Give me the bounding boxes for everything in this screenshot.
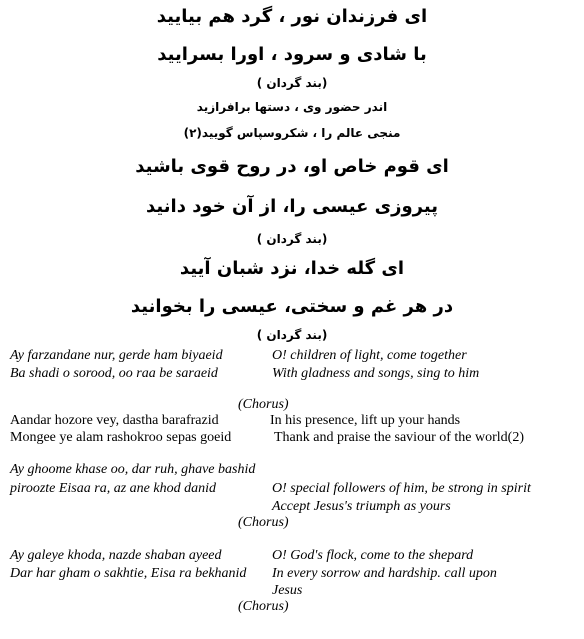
translation-line: Accept Jesus's triumph as yours (272, 499, 451, 514)
translit-line: Ay ghoome khase oo, dar ruh, ghave bashid (10, 462, 256, 477)
persian-line-2: با شادی و سرود ، اورا بسرایید (157, 44, 427, 65)
translation-line: O! God's flock, come to the shepard (272, 548, 474, 563)
translation-line: Thank and praise the saviour of the world(2) (274, 430, 524, 445)
persian-chorus-1: (بند گردان ) (256, 76, 328, 90)
chorus-label: (Chorus) (238, 599, 289, 614)
translation-line: O! children of light, come together (272, 348, 467, 363)
translation-line: In his presence, lift up your hands (270, 413, 461, 428)
translation-line: In every sorrow and hardship. call upon (272, 566, 497, 581)
translit-line: piroozte Eisaa ra, az ane khod danid (10, 481, 216, 496)
persian-line-4: منجی عالم را ، شکروسپاس گویید(۲) (183, 126, 401, 140)
translit-line: Aandar hozore vey, dastha barafrazid (10, 413, 219, 428)
translation-line: With gladness and songs, sing to him (272, 366, 480, 381)
translit-line: Ba shadi o sorood, oo raa be saraeid (10, 366, 218, 381)
persian-chorus-2: (بند گردان ) (256, 232, 328, 246)
persian-chorus-3: (بند گردان ) (256, 328, 328, 342)
translation-line: Jesus (272, 583, 303, 598)
chorus-label: (Chorus) (238, 397, 289, 412)
chorus-label: (Chorus) (238, 515, 289, 530)
persian-line-6: پیروزی عیسی را، از آن خود دانید (146, 196, 438, 217)
translit-line: Ay farzandane nur, gerde ham biyaeid (10, 348, 223, 363)
translit-line: Dar har gham o sakhtie, Eisa ra bekhanid (10, 566, 247, 581)
persian-line-1: ای فرزندان نور ، گرد هم بیایید (156, 6, 428, 27)
persian-line-5: ای قوم خاص او، در روح قوی باشید (135, 156, 449, 177)
translation-line: O! special followers of him, be strong in spirit (272, 481, 531, 496)
translit-line: Mongee ye alam rashokroo sepas goeid (10, 430, 232, 445)
persian-line-8: در هر غم و سختی، عیسی را بخوانید (130, 296, 454, 317)
translit-line: Ay galeye khoda, nazde shaban ayeed (10, 548, 222, 563)
persian-line-3: اندر حضور وی ، دستها برافرازید (196, 100, 388, 114)
persian-line-7: ای گله خدا، نزد شبان آیید (179, 258, 405, 279)
